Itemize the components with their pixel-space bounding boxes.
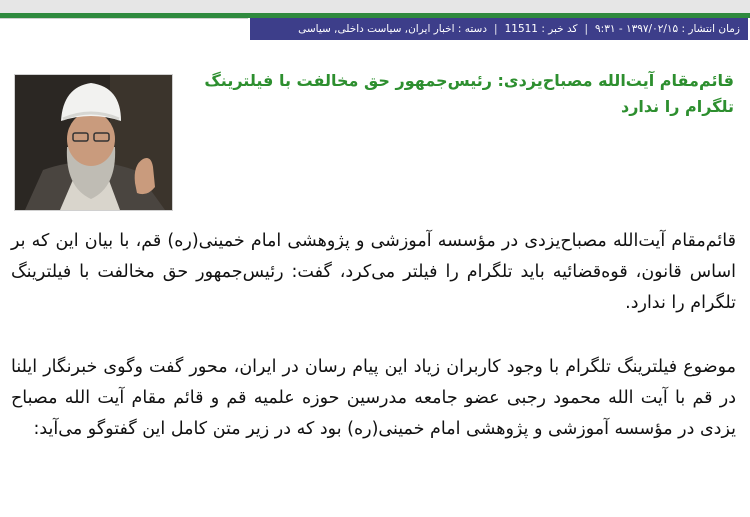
meta-separator: | bbox=[584, 23, 589, 35]
cleric-portrait-image bbox=[15, 75, 172, 210]
article-paragraph-2: موضوع فیلترینگ تلگرام با وجود کاربران زیاد این پیام رسان در ایران، محور گفت وگوی خبرنگار ایلنا در قم با آیت الله محمود رجبی عضو جامعه مدرسین حوزه علمیه قم و قائم مقام آیت الله مصباح یزدی در مؤسسه آموزشی و پژوهشی امام خمینی(ره) بود که در زیر متن کامل این گفتوگو می‌آید: bbox=[11, 357, 736, 439]
category-links[interactable]: دسته : اخبار ایران, سیاست داخلی, سیاسی bbox=[298, 23, 488, 35]
article-title[interactable]: قائم‌مقام آیت‌الله مصباح‌یزدی: رئیس‌جمهور حق مخالفت با فیلترینگ تلگرام را ندارد bbox=[204, 71, 734, 116]
article-paragraph-1: قائم‌مقام آیت‌الله مصباح‌یزدی در مؤسسه آموزشی و پژوهشی امام خمینی(ره) قم، با بیان این که بر اساس قانون، قوه‌قضائیه باید تلگرام را فیلتر می‌کرد، گفت: رئیس‌جمهور حق مخالفت با فیلترینگ تلگرام را ندارد. bbox=[11, 231, 736, 313]
article-meta-bar bbox=[250, 18, 748, 40]
divider-line bbox=[0, 18, 248, 19]
top-header-strip bbox=[0, 0, 750, 13]
meta-separator: | bbox=[494, 23, 498, 35]
news-code: کد خبر : 11511 bbox=[504, 23, 578, 35]
article-photo bbox=[14, 74, 173, 211]
publish-time: زمان انتشار : ۱۳۹۷/۰۲/۱۵ - ۹:۳۱ bbox=[595, 23, 740, 35]
